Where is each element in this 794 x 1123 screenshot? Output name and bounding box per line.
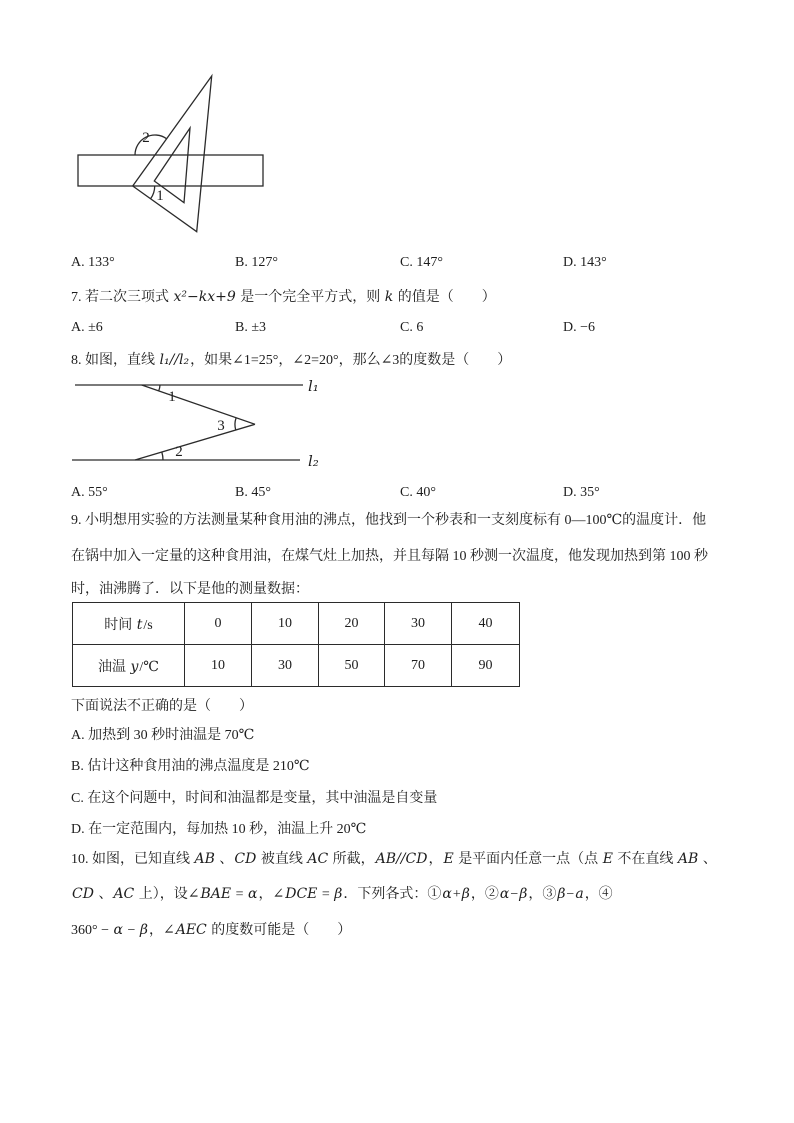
q9-option-a: A. 加热到 30 秒时油温是 70℃ — [71, 728, 255, 743]
q7-option-c: C. 6 — [400, 320, 424, 335]
angle-2-label: 2 — [175, 444, 183, 460]
q7-stem: 7. 若二次三项式 x²−kx+9 是一个完全平方式，则 k 的值是（ ） — [71, 289, 496, 305]
cell-time-4: 40 — [452, 603, 520, 645]
cell-time-1: 10 — [252, 603, 319, 645]
cell-time-3: 30 — [385, 603, 452, 645]
q8-stem: 8. 如图，直线 l₁//l₂，如果∠1=25°，∠2=20°，那么∠3的度数是（ ） — [71, 352, 512, 368]
angle-1-label: 1 — [156, 188, 164, 204]
ruler-rect — [78, 155, 263, 186]
q9-data-table — [72, 602, 520, 687]
cell-time-0: 0 — [185, 603, 252, 645]
table-row-temperature — [73, 645, 520, 687]
row-header-temperature: 油温 y/℃ — [73, 645, 185, 687]
q8-figure-svg — [65, 375, 335, 470]
q7-option-a: A. ±6 — [71, 320, 103, 335]
transversal-lower — [135, 424, 255, 460]
table-row-time — [73, 603, 520, 645]
l2-label: l₂ — [308, 452, 319, 470]
angle-1-arc — [159, 385, 160, 391]
q9-option-b: B. 估计这种食用油的沸点温度是 210℃ — [71, 759, 310, 774]
q8-figure — [65, 375, 335, 470]
q8-option-a: A. 55° — [71, 485, 108, 500]
q10-stem-line-1: 10. 如图，已知直线 AB 、CD 被直线 AC 所截，AB//CD，E 是平面内任意一点（点 E 不在直线 AB 、 — [71, 851, 717, 867]
q9-question-line: 下面说法不正确的是（ ） — [71, 699, 253, 714]
angle-1-label: 1 — [168, 389, 176, 405]
q7-option-d: D. −6 — [563, 320, 596, 335]
q6-figure — [70, 68, 270, 238]
angle-3-arc — [235, 418, 236, 430]
q9-option-d: D. 在一定范围内，每加热 10 秒，油温上升 20℃ — [71, 822, 367, 837]
row-header-time: 时间 t/s — [73, 603, 185, 645]
q8-options-row — [71, 483, 731, 503]
angle-2-arc — [162, 452, 163, 460]
angle-3-label: 3 — [217, 418, 225, 434]
cell-temp-3: 70 — [385, 645, 452, 687]
q10-stem-line-2: CD 、AC 上），设∠BAE = α，∠DCE = β．下列各式：①α+β，②α−β，③β−a，④ — [72, 886, 613, 902]
cell-temp-1: 30 — [252, 645, 319, 687]
cell-temp-4: 90 — [452, 645, 520, 687]
q8-option-c: C. 40° — [400, 485, 436, 500]
q7-options-row — [71, 318, 731, 338]
q9-option-c: C. 在这个问题中，时间和油温都是变量，其中油温是自变量 — [71, 791, 438, 806]
q9-stem-line-3: 时，油沸腾了．以下是他的测量数据： — [71, 582, 309, 597]
q8-option-d: D. 35° — [563, 485, 600, 500]
q6-figure-svg — [70, 68, 270, 238]
angle-2-label: 2 — [142, 130, 150, 146]
q9-stem-line-2: 在锅中加入一定量的这种食用油，在煤气灶上加热，并且每隔 10 秒测一次温度，他发现加热到第 100 秒 — [71, 549, 708, 564]
q6-options-row — [71, 253, 731, 273]
angle-1-arc — [151, 186, 155, 199]
cell-time-2: 20 — [319, 603, 385, 645]
q6-option-c: C. 147° — [400, 255, 443, 270]
q7-option-b: B. ±3 — [235, 320, 267, 335]
q6-option-d: D. 143° — [563, 255, 607, 270]
l1-label: l₁ — [308, 377, 319, 395]
cell-temp-0: 10 — [185, 645, 252, 687]
q6-option-a: A. 133° — [71, 255, 115, 270]
q9-stem-line-1: 9. 小明想用实验的方法测量某种食用油的沸点，他找到一个秒表和一支刻度标有 0—100℃的温度计．他 — [71, 513, 707, 528]
q8-option-b: B. 45° — [235, 485, 271, 500]
q6-option-b: B. 127° — [235, 255, 278, 270]
q10-stem-line-3: 360° − α − β，∠AEC 的度数可能是（ ） — [71, 922, 352, 938]
cell-temp-2: 50 — [319, 645, 385, 687]
